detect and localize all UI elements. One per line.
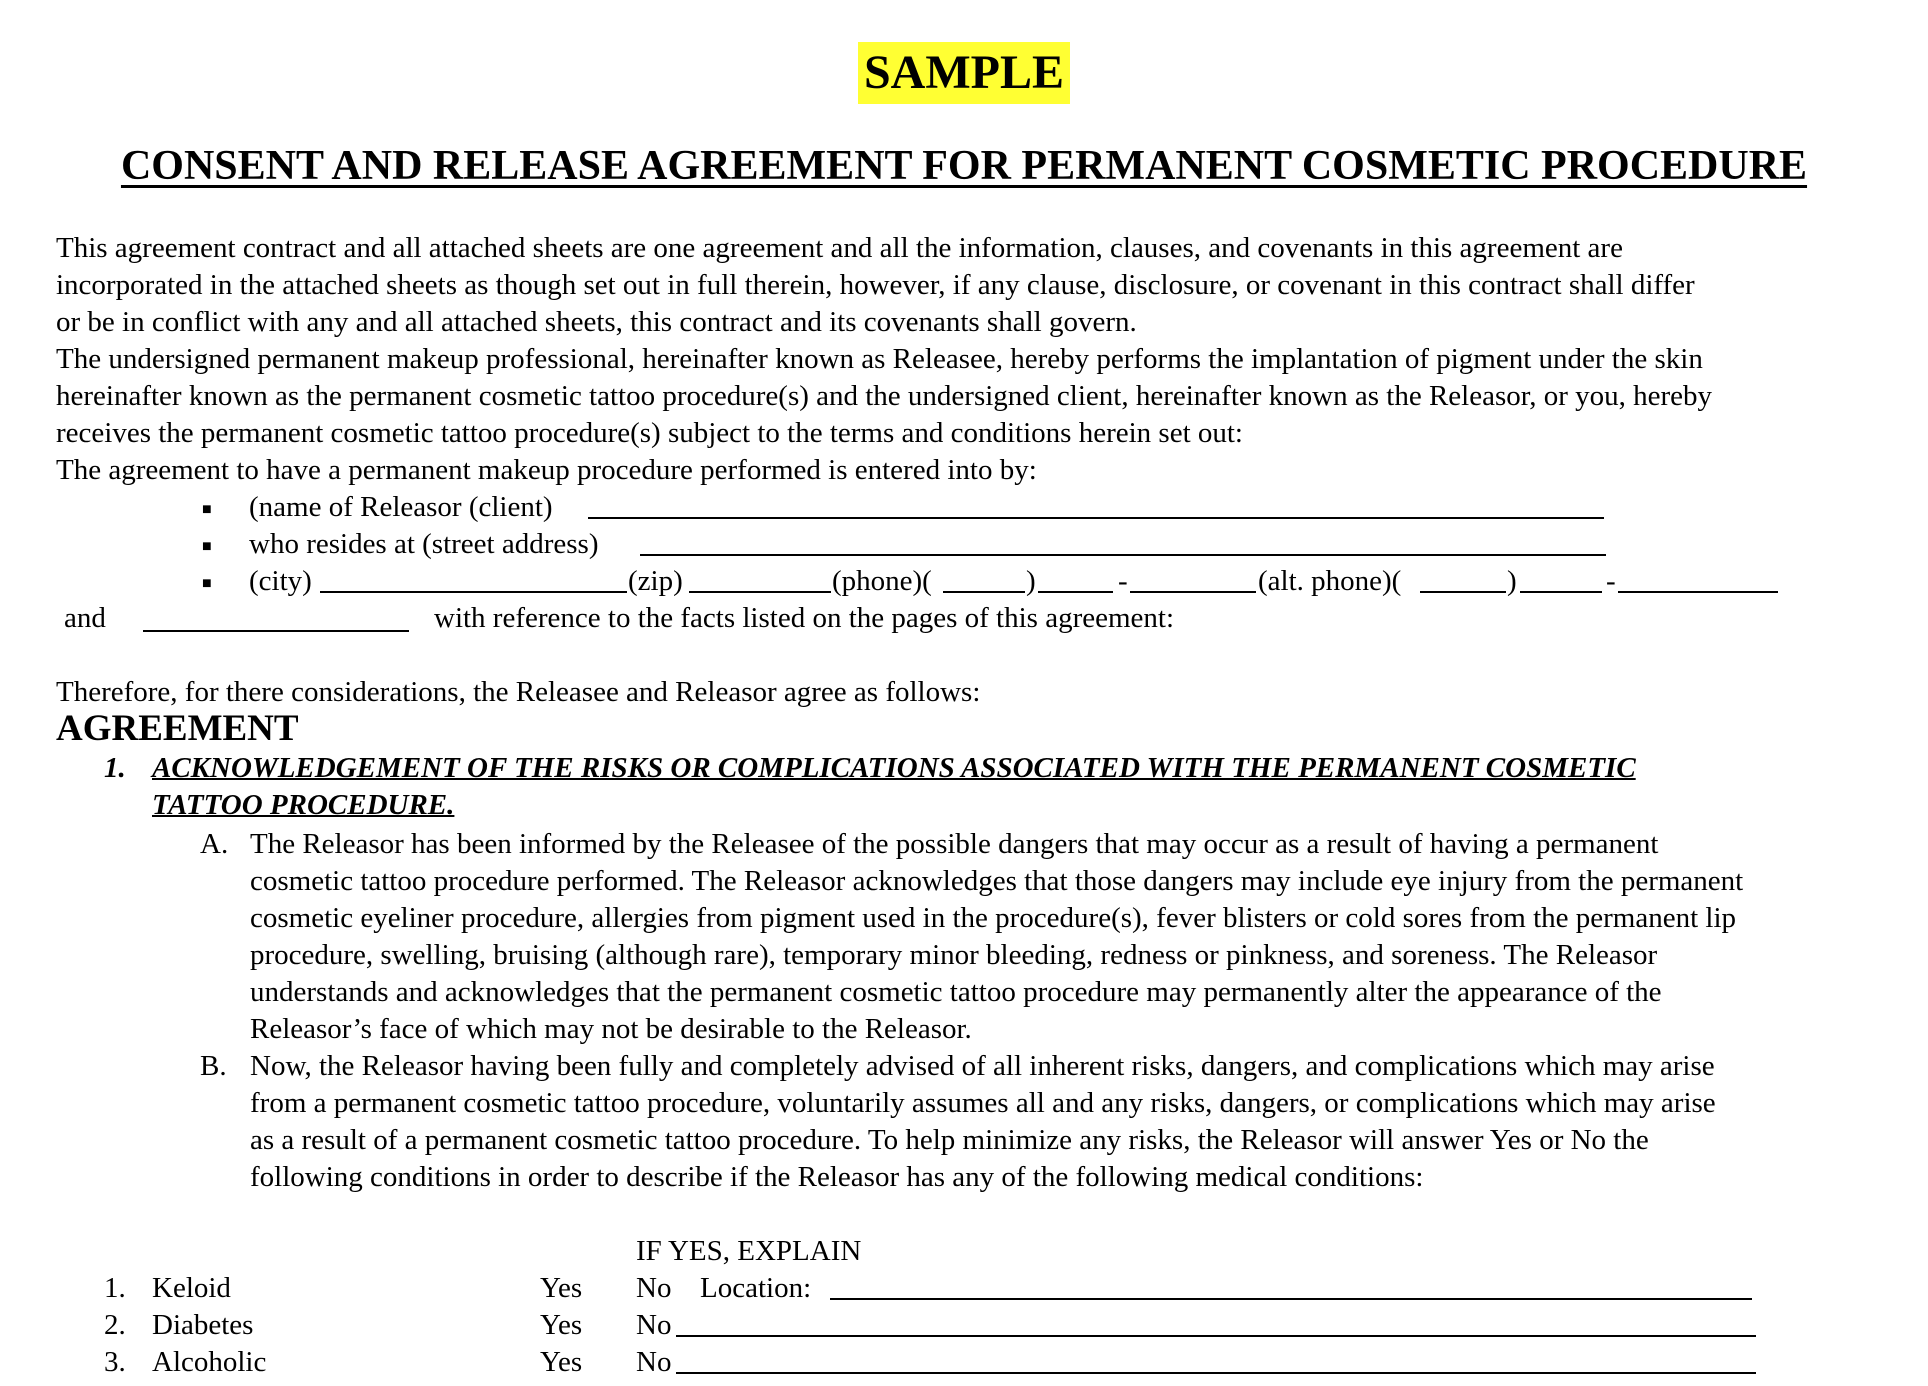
conditions-header: IF YES, EXPLAIN (636, 1235, 862, 1267)
sample-badge (0, 42, 1928, 104)
condition-explain-field[interactable] (676, 1311, 1756, 1337)
city-label: (city) (249, 565, 312, 597)
condition-no-option[interactable]: No (636, 1309, 672, 1341)
bullet-icon: ■ (202, 538, 212, 555)
client-address-field[interactable] (640, 530, 1606, 556)
intro-line: The undersigned permanent makeup professional, hereinafter known as Releasee, hereby performs the implantation of pigment under the skin (56, 343, 1703, 375)
item-b-line: following conditions in order to describe if the Releasor has any of the following medical conditions: (250, 1161, 1424, 1193)
item-b-marker: B. (200, 1050, 227, 1082)
condition-number: 3. (104, 1346, 126, 1378)
item-a-line: Releasor’s face of which may not be desirable to the Releasor. (250, 1013, 972, 1045)
phone-label: (phone)( (832, 565, 932, 597)
alt-phone-line-field[interactable] (1618, 567, 1778, 593)
item-a-line: procedure, swelling, bruising (although rare), temporary minor bleeding, redness or pinkness, and soreness. The Releasor (250, 939, 1658, 971)
condition-number: 2. (104, 1309, 126, 1341)
condition-name: Alcoholic (152, 1346, 267, 1378)
intro-line: The agreement to have a permanent makeup procedure performed is entered into by: (56, 454, 1037, 486)
intro-line: or be in conflict with any and all attached sheets, this contract and its covenants shall govern. (56, 306, 1137, 338)
condition-row (0, 1344, 1928, 1381)
section-title-line: TATTOO PROCEDURE. (152, 789, 455, 821)
intro-line: receives the permanent cosmetic tattoo procedure(s) subject to the terms and conditions herein set out: (56, 417, 1243, 449)
condition-name: Keloid (152, 1272, 231, 1304)
client-address-label: who resides at (street address) (249, 528, 599, 560)
zip-field[interactable] (689, 567, 831, 593)
condition-explain-label: Location: (700, 1272, 812, 1304)
city-field[interactable] (320, 567, 627, 593)
item-a-line: understands and acknowledges that the permanent cosmetic tattoo procedure may permanently alter the appearance of the (250, 976, 1662, 1008)
phone-dash: - (1118, 565, 1128, 597)
sample-badge-text: SAMPLE (858, 42, 1070, 104)
alt-phone-paren-close: ) (1507, 565, 1517, 597)
reference-text: with reference to the facts listed on the pages of this agreement: (434, 602, 1175, 634)
item-b-line: from a permanent cosmetic tattoo procedure, voluntarily assumes all and any risks, dangers, or complications which may arise (250, 1087, 1716, 1119)
client-name-label: (name of Releasor (client) (249, 491, 553, 523)
item-a-marker: A. (200, 828, 229, 860)
agreement-heading: AGREEMENT (56, 708, 299, 749)
alt-phone-area-code-field[interactable] (1420, 567, 1506, 593)
condition-no-option[interactable]: No (636, 1272, 672, 1304)
bullet-icon: ■ (202, 501, 212, 518)
phone-prefix-field[interactable] (1038, 567, 1113, 593)
condition-explain-field[interactable] (830, 1274, 1752, 1300)
alt-phone-dash: - (1606, 565, 1616, 597)
item-a-line: cosmetic eyeliner procedure, allergies from pigment used in the procedure(s), fever blisters or cold sores from the permanent lip (250, 902, 1736, 934)
condition-explain-field[interactable] (676, 1348, 1756, 1374)
phone-area-code-field[interactable] (943, 567, 1025, 593)
phone-paren-close: ) (1026, 565, 1036, 597)
condition-name: Diabetes (152, 1309, 254, 1341)
section-number: 1. (104, 752, 126, 784)
and-label: and (64, 602, 106, 634)
item-a-line: cosmetic tattoo procedure performed. The Releasor acknowledges that those dangers may include eye injury from the permanent (250, 865, 1744, 897)
zip-label: (zip) (628, 565, 683, 597)
releasee-name-field[interactable] (143, 606, 409, 632)
intro-line: This agreement contract and all attached sheets are one agreement and all the information, clauses, and covenants in this agreement are (56, 232, 1623, 264)
condition-row (0, 1270, 1928, 1307)
condition-no-option[interactable]: No (636, 1346, 672, 1378)
document-title: CONSENT AND RELEASE AGREEMENT FOR PERMANENT COSMETIC PROCEDURE (120, 143, 1808, 189)
item-b-line: as a result of a permanent cosmetic tattoo procedure. To help minimize any risks, the Releasor will answer Yes or No the (250, 1124, 1649, 1156)
condition-yes-option[interactable]: Yes (540, 1272, 583, 1304)
condition-number: 1. (104, 1272, 126, 1304)
therefore-text: Therefore, for there considerations, the Releasee and Releasor agree as follows: (56, 676, 981, 708)
section-title-line: ACKNOWLEDGEMENT OF THE RISKS OR COMPLICATIONS ASSOCIATED WITH THE PERMANENT COSMETIC (152, 752, 1636, 784)
condition-row (0, 1307, 1928, 1344)
item-b-line: Now, the Releasor having been fully and completely advised of all inherent risks, dangers, and complications which may arise (250, 1050, 1715, 1082)
client-name-field[interactable] (588, 493, 1604, 519)
condition-yes-option[interactable]: Yes (540, 1309, 583, 1341)
bullet-icon: ■ (202, 575, 212, 592)
item-a-line: The Releasor has been informed by the Releasee of the possible dangers that may occur as a result of having a permanent (250, 828, 1659, 860)
intro-line: incorporated in the attached sheets as though set out in full therein, however, if any clause, disclosure, or covenant in this contract shall differ (56, 269, 1695, 301)
alt-phone-prefix-field[interactable] (1520, 567, 1602, 593)
phone-line-field[interactable] (1130, 567, 1256, 593)
alt-phone-label: (alt. phone)( (1258, 565, 1402, 597)
condition-yes-option[interactable]: Yes (540, 1346, 583, 1378)
intro-line: hereinafter known as the permanent cosmetic tattoo procedure(s) and the undersigned client, hereinafter known as the Releasor, or you, hereby (56, 380, 1713, 412)
